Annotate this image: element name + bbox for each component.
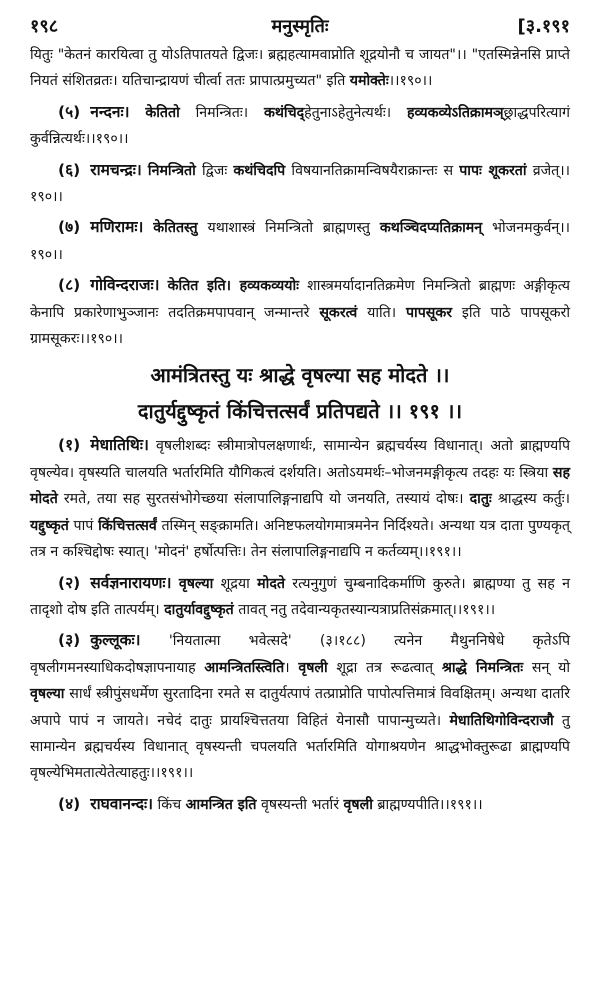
bold-term: केतितस्तु — [153, 220, 198, 237]
commentator-label — [30, 795, 153, 813]
commentary-number: (२) — [58, 573, 81, 592]
bold-term: पापसूकर — [405, 304, 453, 321]
bold-term: दातुः — [469, 491, 492, 508]
bold-term: वृषली — [298, 659, 328, 676]
body-text: शास्त्रमर्यादानतिक्रमेण निमन्त्रितो ब्राह्मणः अङ्गीकृत्य केनापि प्रकारेणाभुञ्जानः तदतिक्रमपापवान् जन्मान्तरे — [30, 278, 570, 321]
body-text: शूद्रया — [213, 575, 258, 592]
body-text: निमन्त्रितः। — [179, 104, 264, 121]
bold-term: सह मोदते — [30, 464, 570, 508]
bold-term: मोदते — [257, 575, 285, 592]
body-text: यितुः "केतनं कारयित्वा तु योऽतिपातयते द्विजः। ब्रह्महत्यामवाप्नोति शूद्रयोनौ च जायत"।। "एतस्मिन्नेनसि प्राप्ते नियतं संशितव्रतः। यतिचान्द्रायणं चीर्त्वा ततः प्रापात्प्रमुच्यत" इति — [30, 47, 570, 90]
commentator-name: कुल्लूकः। — [90, 631, 141, 650]
body-text: भोजनमकुर्वन्।।१९०।। — [30, 220, 570, 263]
body-text: किंच — [153, 796, 186, 813]
body-text: द्विजः — [195, 162, 234, 179]
commentator-label — [30, 161, 142, 179]
body-text: यथाशास्त्रं निमन्त्रितो ब्राह्मणस्तु — [197, 220, 380, 237]
commentator-name: गोविन्दराजः। — [90, 276, 160, 295]
verse-reference: [३.१९१ — [517, 16, 570, 37]
bold-term: पापः शूकरतां — [459, 162, 527, 179]
body-text: सार्धं स्त्रीपुंसधर्मेण सुरतादिना रमते स दातुर्यत्पापं तत्प्राप्नोति पापोत्पत्तिमात्रं विवक्षितम्। अन्यथा दातरि अपापे पापं न जायते। नचेदं दातुः प्रायश्चित्ततया विहितं येनासौ पापान्मुच्यते। — [30, 686, 570, 729]
bold-term: आमन्त्रितस्त्विति — [204, 659, 285, 676]
body-text: तु सामान्येन ब्रह्मचर्यस्य विधानात् वृषस्यन्ती चपलयति भर्तारमिति योगाश्रयणेन श्राद्धभोक्तुरूढा ब्राह्मण्यपि वृषल्येभिमतात्येतेत्याहतुः।।१९१।। — [30, 712, 570, 782]
commentator-label — [30, 103, 129, 121]
body-text: तस्मिन् सङ्क्रामति। अनिष्टफलयोगमात्रमनेन निर्दिश्यते। अन्यथा यत्र दाता पुण्यकृत् तत्र न कश्चिद्दोषः स्यात्। 'मोदनं' हर्षोत्पत्तिः। तेन संलापालिङ्गनाद्यपि न कर्तव्यम्।।१९१।। — [30, 517, 571, 561]
commentary-sarvajnanarayana — [30, 570, 570, 624]
commentary-number: (४) — [58, 794, 81, 813]
commentary-kulluka — [30, 627, 570, 786]
body-text: रमते, तया सह सुरतसंभोगेच्छया संलापालिङ्गनाद्यपि यो जनयति, तस्यायं दोषः। — [57, 491, 470, 508]
commentary-medhatithi — [30, 432, 570, 565]
bold-term: दातुर्यावद्दुष्कृतं — [164, 601, 234, 618]
body-text: छ्राद्धपरित्यागं कुर्वन्नित्यर्थः।।१९०।। — [30, 104, 571, 148]
body-text: श्राद्धस्य कर्तुः। — [491, 491, 570, 508]
running-title: मनुस्मृतिः — [271, 16, 329, 37]
bold-term: कथंचिद् — [263, 104, 305, 121]
bold-term: किंचित्तत्सर्वं — [98, 517, 157, 534]
body-text: सन् यो — [523, 659, 570, 676]
commentary-number: (७) — [58, 218, 81, 237]
bold-term: मेधातिथिगोविन्दराजौ — [449, 712, 554, 729]
body-text: रत्यनुगुणं चुम्बनादिकर्माणि कुरुते। ब्राह्मण्या तु सह न तादृशो दोष इति तात्पर्यम्। — [30, 575, 570, 618]
commentary-raghavananda — [30, 791, 570, 818]
commentary-number: (३) — [58, 631, 81, 650]
bold-term: हव्यकव्येऽतिक्रामञ् — [406, 104, 504, 121]
page-header — [30, 8, 570, 42]
verse-line-2: दातुर्यद्दुष्कृतं किंचित्तत्सर्वं प्रतिपद्यते ।। १९१ ।। — [137, 399, 463, 424]
intro-paragraph — [30, 42, 570, 95]
commentator-name: नन्दनः। — [90, 102, 130, 121]
commentator-name: मणिरामः। — [90, 218, 144, 237]
body-text: हेतुनाऽहेतुनेत्यर्थः। — [304, 104, 407, 121]
commentary-nandana — [30, 99, 570, 153]
commentator-name: सर्वज्ञनारायणः। — [90, 573, 172, 592]
bold-term: सूकरत्वं — [319, 304, 358, 321]
body-text: तावत् नतु तदेवान्यकृतस्यान्यत्राप्रतिसंक्रमात्।।१९१।। — [233, 601, 496, 618]
bold-term: कथञ्चिदप्यतिक्रामन् — [379, 220, 483, 237]
commentary-govindaraja — [30, 272, 570, 352]
bold-term: वृषल्या — [30, 686, 65, 703]
commentary-number: (६) — [58, 160, 81, 179]
body-text: व्रजेत्।।१९०।। — [30, 162, 570, 206]
bold-term: यमोक्तेः — [349, 73, 389, 90]
commentary-number: (१) — [58, 436, 81, 455]
commentator-name: मेधातिथिः। — [90, 436, 149, 455]
commentary-ramachandra — [30, 157, 570, 211]
bold-term: आमन्त्रित इति — [185, 796, 257, 813]
body-text: ब्राह्मण्यपीति।।१९१।। — [372, 796, 483, 813]
body-text: वृषलीशब्दः स्त्रीमात्रोपलक्षणार्थः, सामान्येन ब्रह्मचर्यस्य विधानात्। अतो ब्राह्मण्यपि वृषल्येव। वृषस्यति चालयति भर्तारमिति यौगिकत्वं दर्शयति। अतोऽयमर्थः–भोजनमङ्गीकृत्य तदहः यः स्त्रिया — [30, 438, 570, 481]
body-text: विषयानतिक्रामन्विषयैराक्रान्तः स — [285, 162, 460, 179]
bold-term: वृषली — [343, 796, 373, 813]
verse-line-1: आमंत्रितस्तु यः श्राद्धे वृषल्या सह मोदते ।। — [150, 363, 450, 388]
bold-term: केतित इति। हव्यकव्ययोः — [167, 278, 299, 295]
body-text: शूद्रा तत्र रूढत्वात् — [327, 659, 442, 676]
commentator-name: रामचन्द्रः। — [90, 160, 142, 179]
commentator-name: राघवानन्दः। — [90, 794, 154, 813]
body-text: इति पाठे पापसूकरो ग्रामसूकरः।।१९०।। — [30, 304, 570, 348]
verse-block — [30, 358, 570, 428]
commentary-maniram — [30, 214, 570, 268]
commentator-label — [30, 276, 160, 294]
commentary-number: (८) — [58, 276, 81, 295]
commentator-label — [30, 574, 171, 592]
bold-term: केतितो — [145, 104, 180, 121]
page-number: १९८ — [30, 16, 59, 37]
body-text: पापं — [68, 517, 99, 534]
commentator-label — [30, 631, 141, 649]
body-text: वृषस्यन्ती भर्तारं — [256, 796, 344, 813]
body-text: 'नियतात्मा भवेत्सदे' (३।१८८) त्यनेन मैथुननिषेधे कृतेऽपि वृषलीगमनस्याधिकदोषज्ञापनायाह — [30, 633, 570, 676]
bold-term: कथंचिदपि — [233, 162, 286, 179]
bold-term: यद्दुष्कृतं — [30, 517, 69, 534]
commentator-label — [30, 436, 149, 454]
body-text: याति। — [357, 304, 406, 321]
bold-term: श्राद्धे निमन्त्रितः — [441, 659, 524, 676]
bold-term: निमन्त्रितो — [147, 162, 196, 179]
commentator-label — [30, 218, 143, 236]
commentary-number: (५) — [58, 102, 81, 121]
bold-term: वृषल्या — [178, 575, 214, 592]
body-text: । — [284, 659, 299, 676]
body-text: ।।१९०।। — [388, 73, 433, 90]
